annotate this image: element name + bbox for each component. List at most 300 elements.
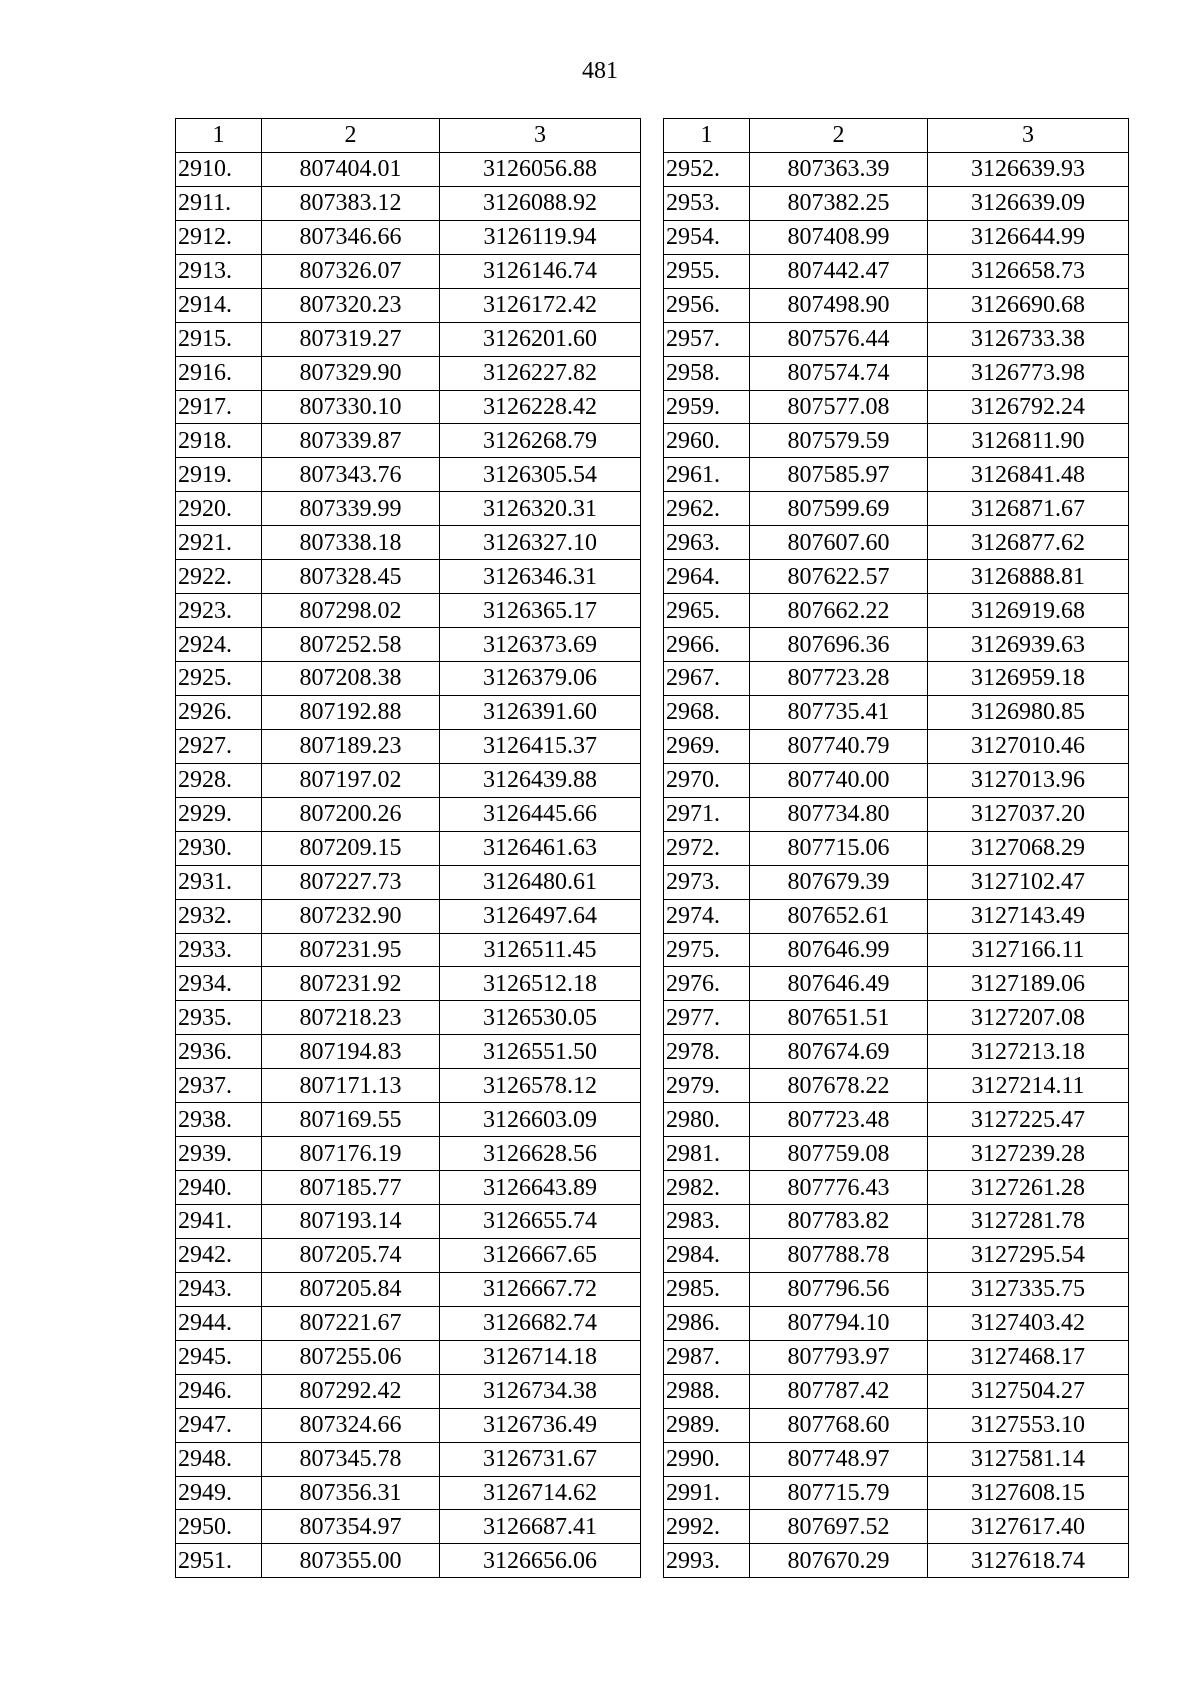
point-number-cell: 2984.: [664, 1238, 750, 1272]
x-coordinate-cell: 807607.60: [750, 526, 928, 560]
table-row: [664, 390, 1129, 424]
table-row: [664, 1171, 1129, 1205]
x-coordinate-cell: 807579.59: [750, 424, 928, 458]
point-number-cell: 2946.: [176, 1374, 262, 1408]
x-coordinate-cell: 807577.08: [750, 390, 928, 424]
table-row: [664, 526, 1129, 560]
y-coordinate-cell: 3127225.47: [928, 1103, 1129, 1137]
x-coordinate-cell: 807674.69: [750, 1035, 928, 1069]
table-row: [176, 865, 641, 899]
x-coordinate-cell: 807355.00: [262, 1544, 440, 1578]
x-coordinate-cell: 807740.79: [750, 729, 928, 763]
column-header-x: 2: [750, 119, 928, 153]
point-number-cell: 2943.: [176, 1272, 262, 1306]
table-row: [176, 220, 641, 254]
table-row: [664, 1035, 1129, 1069]
point-number-cell: 2955.: [664, 254, 750, 288]
point-number-cell: 2917.: [176, 390, 262, 424]
x-coordinate-cell: 807200.26: [262, 797, 440, 831]
point-number-cell: 2941.: [176, 1205, 262, 1239]
table-row: [664, 1306, 1129, 1340]
table-row: [664, 1442, 1129, 1476]
point-number-cell: 2926.: [176, 695, 262, 729]
point-number-cell: 2939.: [176, 1137, 262, 1171]
point-number-cell: 2992.: [664, 1510, 750, 1544]
table-row: [664, 729, 1129, 763]
point-number-cell: 2963.: [664, 526, 750, 560]
point-number-cell: 2945.: [176, 1340, 262, 1374]
y-coordinate-cell: 3127037.20: [928, 797, 1129, 831]
y-coordinate-cell: 3126639.09: [928, 186, 1129, 220]
x-coordinate-cell: 807383.12: [262, 186, 440, 220]
point-number-cell: 2988.: [664, 1374, 750, 1408]
table-row: [664, 1001, 1129, 1035]
point-number-cell: 2912.: [176, 220, 262, 254]
y-coordinate-cell: 3126201.60: [440, 322, 641, 356]
table-row: [664, 695, 1129, 729]
point-number-cell: 2973.: [664, 865, 750, 899]
table-row: [176, 492, 641, 526]
y-coordinate-cell: 3126391.60: [440, 695, 641, 729]
x-coordinate-cell: 807171.13: [262, 1069, 440, 1103]
y-coordinate-cell: 3127013.96: [928, 763, 1129, 797]
x-coordinate-cell: 807408.99: [750, 220, 928, 254]
point-number-cell: 2968.: [664, 695, 750, 729]
x-coordinate-cell: 807735.41: [750, 695, 928, 729]
x-coordinate-cell: 807585.97: [750, 458, 928, 492]
point-number-cell: 2966.: [664, 628, 750, 662]
table-row: [664, 1510, 1129, 1544]
y-coordinate-cell: 3126320.31: [440, 492, 641, 526]
y-coordinate-cell: 3127608.15: [928, 1476, 1129, 1510]
x-coordinate-cell: 807697.52: [750, 1510, 928, 1544]
point-number-cell: 2949.: [176, 1476, 262, 1510]
point-number-cell: 2975.: [664, 933, 750, 967]
point-number-cell: 2972.: [664, 831, 750, 865]
x-coordinate-cell: 807404.01: [262, 152, 440, 186]
y-coordinate-cell: 3126056.88: [440, 152, 641, 186]
y-coordinate-cell: 3126639.93: [928, 152, 1129, 186]
x-coordinate-cell: 807298.02: [262, 594, 440, 628]
x-coordinate-cell: 807622.57: [750, 560, 928, 594]
point-number-cell: 2959.: [664, 390, 750, 424]
point-number-cell: 2947.: [176, 1408, 262, 1442]
x-coordinate-cell: 807176.19: [262, 1137, 440, 1171]
y-coordinate-cell: 3126512.18: [440, 967, 641, 1001]
x-coordinate-cell: 807723.48: [750, 1103, 928, 1137]
x-coordinate-cell: 807192.88: [262, 695, 440, 729]
point-number-cell: 2982.: [664, 1171, 750, 1205]
y-coordinate-cell: 3126603.09: [440, 1103, 641, 1137]
y-coordinate-cell: 3127068.29: [928, 831, 1129, 865]
x-coordinate-cell: 807194.83: [262, 1035, 440, 1069]
x-coordinate-cell: 807232.90: [262, 899, 440, 933]
point-number-cell: 2918.: [176, 424, 262, 458]
y-coordinate-cell: 3127239.28: [928, 1137, 1129, 1171]
x-coordinate-cell: 807740.00: [750, 763, 928, 797]
y-coordinate-cell: 3126731.67: [440, 1442, 641, 1476]
table-row: [664, 1340, 1129, 1374]
y-coordinate-cell: 3126736.49: [440, 1408, 641, 1442]
x-coordinate-cell: 807346.66: [262, 220, 440, 254]
table-row: [176, 526, 641, 560]
point-number-cell: 2923.: [176, 594, 262, 628]
table-row: [664, 152, 1129, 186]
table-row: [664, 458, 1129, 492]
y-coordinate-cell: 3126792.24: [928, 390, 1129, 424]
point-number-cell: 2916.: [176, 356, 262, 390]
point-number-cell: 2919.: [176, 458, 262, 492]
x-coordinate-cell: 807796.56: [750, 1272, 928, 1306]
point-number-cell: 2932.: [176, 899, 262, 933]
y-coordinate-cell: 3127618.74: [928, 1544, 1129, 1578]
table-header-row: [176, 119, 641, 153]
x-coordinate-cell: 807662.22: [750, 594, 928, 628]
x-coordinate-cell: 807696.36: [750, 628, 928, 662]
table-row: [176, 1205, 641, 1239]
y-coordinate-cell: 3126658.73: [928, 254, 1129, 288]
table-row: [176, 967, 641, 1001]
y-coordinate-cell: 3126628.56: [440, 1137, 641, 1171]
y-coordinate-cell: 3126445.66: [440, 797, 641, 831]
table-row: [664, 1238, 1129, 1272]
y-coordinate-cell: 3126497.64: [440, 899, 641, 933]
table-row: [176, 288, 641, 322]
point-number-cell: 2983.: [664, 1205, 750, 1239]
point-number-cell: 2928.: [176, 763, 262, 797]
point-number-cell: 2936.: [176, 1035, 262, 1069]
table-row: [176, 797, 641, 831]
table-row: [664, 797, 1129, 831]
x-coordinate-cell: 807646.49: [750, 967, 928, 1001]
y-coordinate-cell: 3126146.74: [440, 254, 641, 288]
y-coordinate-cell: 3126939.63: [928, 628, 1129, 662]
y-coordinate-cell: 3126551.50: [440, 1035, 641, 1069]
x-coordinate-cell: 807787.42: [750, 1374, 928, 1408]
point-number-cell: 2981.: [664, 1137, 750, 1171]
x-coordinate-cell: 807197.02: [262, 763, 440, 797]
point-number-cell: 2957.: [664, 322, 750, 356]
x-coordinate-cell: 807339.99: [262, 492, 440, 526]
x-coordinate-cell: 807759.08: [750, 1137, 928, 1171]
x-coordinate-cell: 807794.10: [750, 1306, 928, 1340]
y-coordinate-cell: 3126714.18: [440, 1340, 641, 1374]
point-number-cell: 2937.: [176, 1069, 262, 1103]
point-number-cell: 2924.: [176, 628, 262, 662]
table-row: [176, 1408, 641, 1442]
table-row: [176, 1035, 641, 1069]
point-number-cell: 2950.: [176, 1510, 262, 1544]
x-coordinate-cell: 807193.14: [262, 1205, 440, 1239]
x-coordinate-cell: 807382.25: [750, 186, 928, 220]
point-number-cell: 2962.: [664, 492, 750, 526]
table-row: [176, 254, 641, 288]
x-coordinate-cell: 807679.39: [750, 865, 928, 899]
point-number-cell: 2911.: [176, 186, 262, 220]
table-row: [664, 1205, 1129, 1239]
table-row: [664, 288, 1129, 322]
table-row: [664, 662, 1129, 696]
x-coordinate-cell: 807768.60: [750, 1408, 928, 1442]
point-number-cell: 2958.: [664, 356, 750, 390]
y-coordinate-cell: 3127553.10: [928, 1408, 1129, 1442]
table-row: [176, 1544, 641, 1578]
point-number-cell: 2993.: [664, 1544, 750, 1578]
x-coordinate-cell: 807252.58: [262, 628, 440, 662]
table-row: [176, 628, 641, 662]
x-coordinate-cell: 807734.80: [750, 797, 928, 831]
y-coordinate-cell: 3126667.72: [440, 1272, 641, 1306]
point-number-cell: 2930.: [176, 831, 262, 865]
table-row: [176, 695, 641, 729]
y-coordinate-cell: 3127504.27: [928, 1374, 1129, 1408]
table-row: [664, 424, 1129, 458]
y-coordinate-cell: 3126088.92: [440, 186, 641, 220]
x-coordinate-cell: 807574.74: [750, 356, 928, 390]
y-coordinate-cell: 3126346.31: [440, 560, 641, 594]
y-coordinate-cell: 3127214.11: [928, 1069, 1129, 1103]
y-coordinate-cell: 3126227.82: [440, 356, 641, 390]
table-row: [176, 899, 641, 933]
y-coordinate-cell: 3127166.11: [928, 933, 1129, 967]
point-number-cell: 2991.: [664, 1476, 750, 1510]
point-number-cell: 2927.: [176, 729, 262, 763]
y-coordinate-cell: 3126461.63: [440, 831, 641, 865]
y-coordinate-cell: 3126980.85: [928, 695, 1129, 729]
table-row: [664, 1103, 1129, 1137]
table-row: [664, 763, 1129, 797]
table-row: [176, 1476, 641, 1510]
point-number-cell: 2990.: [664, 1442, 750, 1476]
point-number-cell: 2978.: [664, 1035, 750, 1069]
table-row: [176, 424, 641, 458]
table-row: [664, 967, 1129, 1001]
x-coordinate-cell: 807231.92: [262, 967, 440, 1001]
x-coordinate-cell: 807221.67: [262, 1306, 440, 1340]
table-row: [664, 1272, 1129, 1306]
x-coordinate-cell: 807227.73: [262, 865, 440, 899]
table-row: [664, 1408, 1129, 1442]
point-number-cell: 2961.: [664, 458, 750, 492]
y-coordinate-cell: 3127295.54: [928, 1238, 1129, 1272]
table-row: [664, 628, 1129, 662]
y-coordinate-cell: 3126811.90: [928, 424, 1129, 458]
table-row: [176, 763, 641, 797]
table-row: [176, 1442, 641, 1476]
x-coordinate-cell: 807329.90: [262, 356, 440, 390]
y-coordinate-cell: 3126877.62: [928, 526, 1129, 560]
x-coordinate-cell: 807330.10: [262, 390, 440, 424]
point-number-cell: 2980.: [664, 1103, 750, 1137]
x-coordinate-cell: 807354.97: [262, 1510, 440, 1544]
table-row: [664, 594, 1129, 628]
table-row: [664, 1544, 1129, 1578]
x-coordinate-cell: 807189.23: [262, 729, 440, 763]
table-row: [664, 492, 1129, 526]
point-number-cell: 2960.: [664, 424, 750, 458]
point-number-cell: 2964.: [664, 560, 750, 594]
x-coordinate-cell: 807319.27: [262, 322, 440, 356]
y-coordinate-cell: 3127581.14: [928, 1442, 1129, 1476]
y-coordinate-cell: 3126480.61: [440, 865, 641, 899]
point-number-cell: 2929.: [176, 797, 262, 831]
table-row: [664, 831, 1129, 865]
x-coordinate-cell: 807748.97: [750, 1442, 928, 1476]
point-number-cell: 2979.: [664, 1069, 750, 1103]
y-coordinate-cell: 3126365.17: [440, 594, 641, 628]
table-row: [176, 186, 641, 220]
point-number-cell: 2967.: [664, 662, 750, 696]
table-row: [176, 1306, 641, 1340]
y-coordinate-cell: 3126655.74: [440, 1205, 641, 1239]
point-number-cell: 2989.: [664, 1408, 750, 1442]
table-row: [176, 1340, 641, 1374]
y-coordinate-cell: 3126871.67: [928, 492, 1129, 526]
x-coordinate-cell: 807169.55: [262, 1103, 440, 1137]
table-row: [176, 1374, 641, 1408]
table-row: [176, 1171, 641, 1205]
x-coordinate-cell: 807723.28: [750, 662, 928, 696]
table-row: [176, 1001, 641, 1035]
table-row: [664, 1137, 1129, 1171]
y-coordinate-cell: 3127261.28: [928, 1171, 1129, 1205]
y-coordinate-cell: 3126439.88: [440, 763, 641, 797]
table-row: [176, 933, 641, 967]
x-coordinate-cell: 807715.79: [750, 1476, 928, 1510]
y-coordinate-cell: 3127010.46: [928, 729, 1129, 763]
x-coordinate-cell: 807356.31: [262, 1476, 440, 1510]
table-row: [176, 356, 641, 390]
y-coordinate-cell: 3126172.42: [440, 288, 641, 322]
x-coordinate-cell: 807209.15: [262, 831, 440, 865]
table-body-left: [176, 152, 641, 1577]
y-coordinate-cell: 3126959.18: [928, 662, 1129, 696]
coordinates-table-left: [175, 118, 641, 1578]
point-number-cell: 2986.: [664, 1306, 750, 1340]
table-header-row: [664, 119, 1129, 153]
x-coordinate-cell: 807345.78: [262, 1442, 440, 1476]
y-coordinate-cell: 3127468.17: [928, 1340, 1129, 1374]
point-number-cell: 2951.: [176, 1544, 262, 1578]
table-row: [176, 1137, 641, 1171]
point-number-cell: 2913.: [176, 254, 262, 288]
point-number-cell: 2933.: [176, 933, 262, 967]
x-coordinate-cell: 807599.69: [750, 492, 928, 526]
table-row: [664, 356, 1129, 390]
x-coordinate-cell: 807328.45: [262, 560, 440, 594]
point-number-cell: 2915.: [176, 322, 262, 356]
y-coordinate-cell: 3126379.06: [440, 662, 641, 696]
table-row: [664, 1374, 1129, 1408]
x-coordinate-cell: 807576.44: [750, 322, 928, 356]
x-coordinate-cell: 807776.43: [750, 1171, 928, 1205]
y-coordinate-cell: 3127102.47: [928, 865, 1129, 899]
y-coordinate-cell: 3127617.40: [928, 1510, 1129, 1544]
table-row: [176, 662, 641, 696]
y-coordinate-cell: 3126268.79: [440, 424, 641, 458]
x-coordinate-cell: 807218.23: [262, 1001, 440, 1035]
y-coordinate-cell: 3127207.08: [928, 1001, 1129, 1035]
y-coordinate-cell: 3126667.65: [440, 1238, 641, 1272]
x-coordinate-cell: 807255.06: [262, 1340, 440, 1374]
table-row: [664, 220, 1129, 254]
point-number-cell: 2935.: [176, 1001, 262, 1035]
table-row: [176, 1103, 641, 1137]
x-coordinate-cell: 807205.74: [262, 1238, 440, 1272]
point-number-cell: 2938.: [176, 1103, 262, 1137]
point-number-cell: 2922.: [176, 560, 262, 594]
y-coordinate-cell: 3126644.99: [928, 220, 1129, 254]
x-coordinate-cell: 807292.42: [262, 1374, 440, 1408]
y-coordinate-cell: 3126734.38: [440, 1374, 641, 1408]
x-coordinate-cell: 807326.07: [262, 254, 440, 288]
y-coordinate-cell: 3127335.75: [928, 1272, 1129, 1306]
y-coordinate-cell: 3126578.12: [440, 1069, 641, 1103]
y-coordinate-cell: 3126530.05: [440, 1001, 641, 1035]
y-coordinate-cell: 3126919.68: [928, 594, 1129, 628]
x-coordinate-cell: 807652.61: [750, 899, 928, 933]
table-row: [176, 560, 641, 594]
point-number-cell: 2965.: [664, 594, 750, 628]
table-row: [664, 254, 1129, 288]
point-number-cell: 2977.: [664, 1001, 750, 1035]
point-number-cell: 2940.: [176, 1171, 262, 1205]
y-coordinate-cell: 3126714.62: [440, 1476, 641, 1510]
column-header-x: 2: [262, 119, 440, 153]
y-coordinate-cell: 3126305.54: [440, 458, 641, 492]
y-coordinate-cell: 3127143.49: [928, 899, 1129, 933]
point-number-cell: 2931.: [176, 865, 262, 899]
x-coordinate-cell: 807670.29: [750, 1544, 928, 1578]
x-coordinate-cell: 807185.77: [262, 1171, 440, 1205]
point-number-cell: 2925.: [176, 662, 262, 696]
table-row: [176, 594, 641, 628]
y-coordinate-cell: 3126682.74: [440, 1306, 641, 1340]
table-row: [664, 186, 1129, 220]
x-coordinate-cell: 807343.76: [262, 458, 440, 492]
table-row: [176, 1238, 641, 1272]
x-coordinate-cell: 807338.18: [262, 526, 440, 560]
y-coordinate-cell: 3126228.42: [440, 390, 641, 424]
table-row: [664, 560, 1129, 594]
point-number-cell: 2934.: [176, 967, 262, 1001]
point-number-cell: 2921.: [176, 526, 262, 560]
y-coordinate-cell: 3127189.06: [928, 967, 1129, 1001]
table-row: [176, 1510, 641, 1544]
table-row: [664, 865, 1129, 899]
x-coordinate-cell: 807788.78: [750, 1238, 928, 1272]
point-number-cell: 2914.: [176, 288, 262, 322]
point-number-cell: 2976.: [664, 967, 750, 1001]
x-coordinate-cell: 807793.97: [750, 1340, 928, 1374]
y-coordinate-cell: 3126327.10: [440, 526, 641, 560]
table-row: [176, 1272, 641, 1306]
point-number-cell: 2952.: [664, 152, 750, 186]
point-number-cell: 2969.: [664, 729, 750, 763]
table-row: [176, 322, 641, 356]
x-coordinate-cell: 807339.87: [262, 424, 440, 458]
table-row: [664, 322, 1129, 356]
x-coordinate-cell: 807498.90: [750, 288, 928, 322]
y-coordinate-cell: 3126656.06: [440, 1544, 641, 1578]
x-coordinate-cell: 807783.82: [750, 1205, 928, 1239]
point-number-cell: 2944.: [176, 1306, 262, 1340]
point-number-cell: 2954.: [664, 220, 750, 254]
table-row: [664, 1476, 1129, 1510]
y-coordinate-cell: 3126773.98: [928, 356, 1129, 390]
column-header-number: 1: [176, 119, 262, 153]
y-coordinate-cell: 3126119.94: [440, 220, 641, 254]
